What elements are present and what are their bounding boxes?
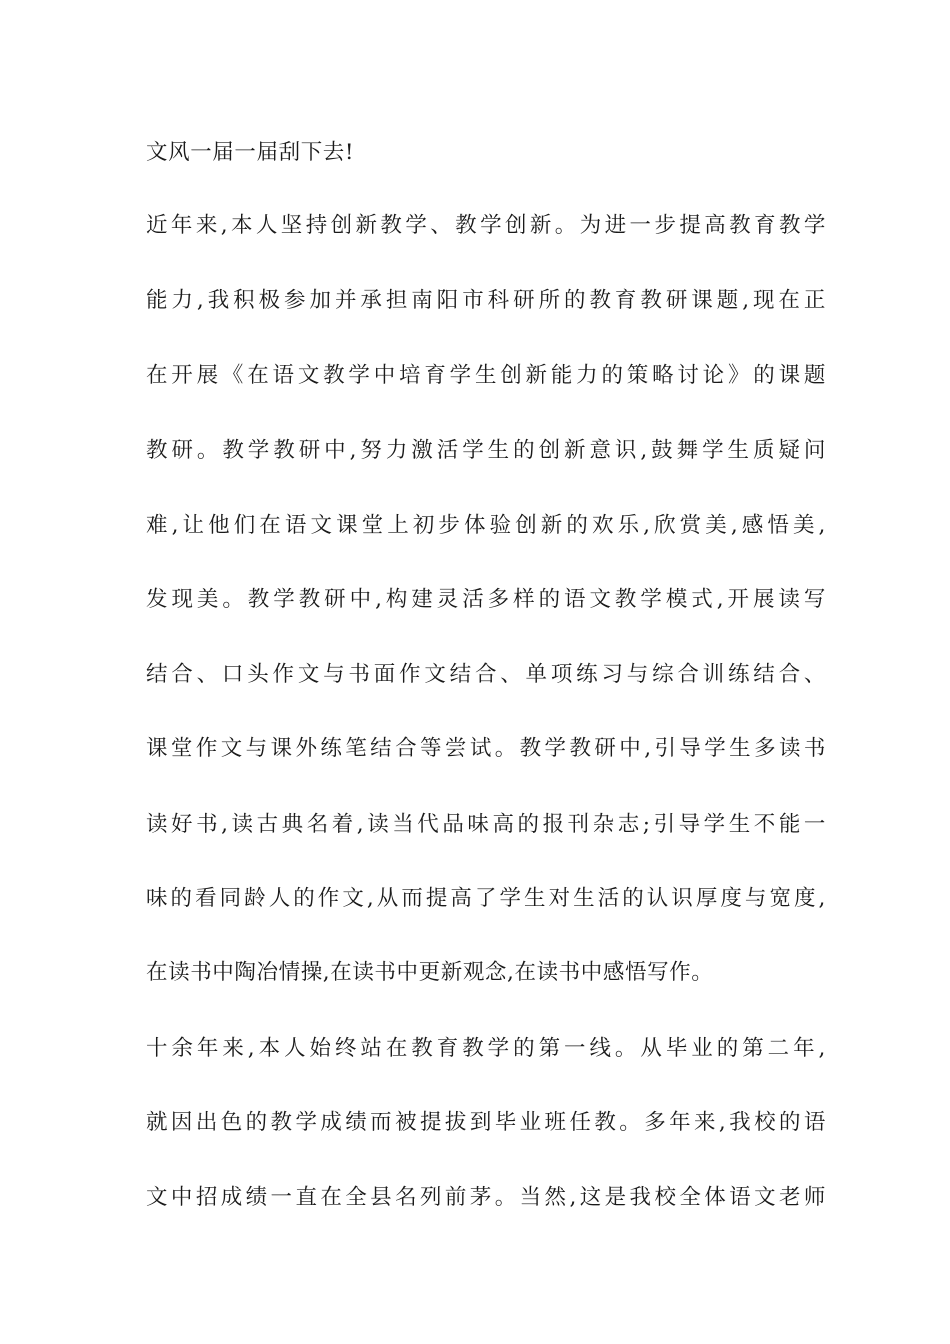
text-line: 十余年来,本人始终站在教育教学的第一线。从毕业的第二年, [146,1036,826,1061]
text-line: 能力,我积极参加并承担南阳市科研所的教育教研课题,现在正 [146,288,826,313]
text-line: 课堂作文与课外练笔结合等尝试。教学教研中,引导学生多读书 [146,736,826,761]
text-line: 读好书,读古典名着,读当代品味高的报刊杂志;引导学生不能一 [146,812,826,837]
text-line: 近年来,本人坚持创新教学、教学创新。为进一步提高教育教学 [146,213,826,238]
text-line: 文风一届一届刮下去! [146,140,355,165]
text-line: 文中招成绩一直在全县名列前茅。当然,这是我校全体语文老师 [146,1185,826,1210]
text-line: 在读书中陶冶情操,在读书中更新观念,在读书中感悟写作。 [146,960,714,985]
text-line: 就因出色的教学成绩而被提拔到毕业班任教。多年来,我校的语 [146,1110,826,1135]
text-line: 发现美。教学教研中,构建灵活多样的语文教学模式,开展读写 [146,587,826,612]
text-line: 在开展《在语文教学中培育学生创新能力的策略讨论》的课题 [146,363,826,388]
text-line: 味的看同龄人的作文,从而提高了学生对生活的认识厚度与宽度, [146,886,826,911]
text-line: 结合、口头作文与书面作文结合、单项练习与综合训练结合、 [146,662,826,687]
text-line: 教研。教学教研中,努力激活学生的创新意识,鼓舞学生质疑问 [146,438,826,463]
text-line: 难,让他们在语文课堂上初步体验创新的欢乐,欣赏美,感悟美, [146,513,826,538]
